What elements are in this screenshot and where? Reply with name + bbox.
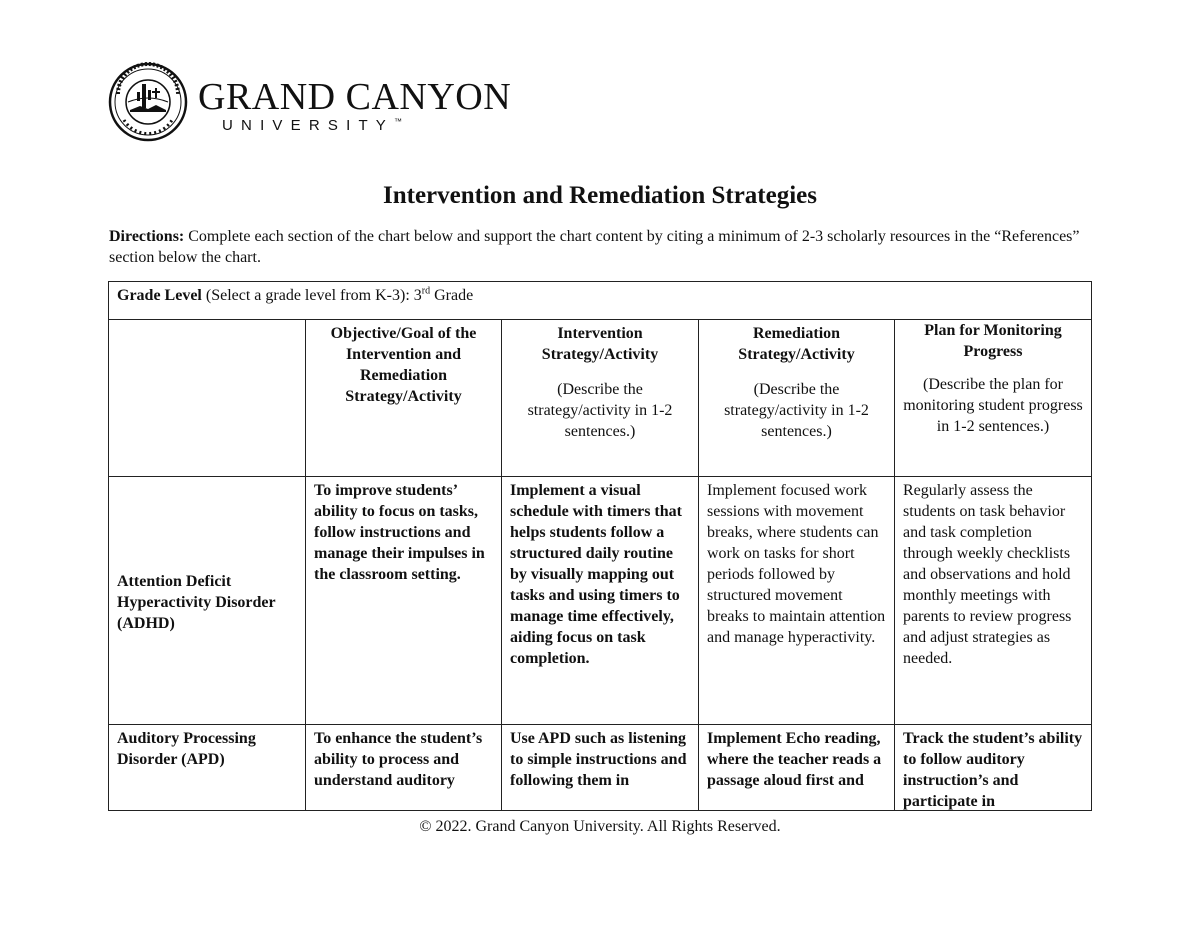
row-label-text: Auditory Processing Disorder (APD)	[117, 730, 256, 768]
directions-text: Complete each section of the chart below and support the chart content by citing a minimum of 2-3 scholarly resources in the “References” section below the chart.	[109, 228, 1080, 266]
table-header-row	[109, 320, 1092, 477]
column-title: Intervention Strategy/Activity	[541, 325, 659, 363]
directions-paragraph	[109, 226, 1094, 268]
monitoring-text: Track the student’s ability to follow auditory instruction’s and participate in	[903, 730, 1083, 810]
copyright-footer: © 2022. Grand Canyon University. All Rights Reserved.	[419, 818, 781, 835]
trademark-symbol: ™	[394, 117, 403, 126]
column-description: (Describe the strategy/activity in 1-2 sentences.)	[527, 381, 673, 440]
monitoring-cell[interactable]: Regularly assess the students on task behavior and task completion through weekly checklists and observations and hold monthly meetings with parents to review progress and adjust strategies as needed.	[895, 477, 1092, 725]
logo-line1: GRAND CANYON	[198, 76, 512, 118]
intervention-cell[interactable]	[502, 725, 699, 811]
grade-level-value-suffix: rd	[421, 285, 431, 297]
remediation-cell[interactable]: Implement focused work sessions with movement breaks, where students can work on tasks for short periods followed by structured movement breaks to maintain attention and manage hyperactivity.	[699, 477, 895, 725]
column-title: Plan for Monitoring Progress	[924, 322, 1062, 360]
directions-label: Directions:	[109, 228, 185, 245]
grade-level-value-number: 3	[413, 287, 422, 304]
row-label-cell: Attention Deficit Hyperactivity Disorder (ADHD)	[109, 477, 306, 725]
column-description: (Describe the strategy/activity in 1-2 sentences.)	[724, 381, 869, 440]
grade-level-instruction: (Select a grade level from K-3):	[201, 287, 414, 304]
header-cell-intervention	[502, 320, 699, 477]
header-cell-empty	[109, 320, 306, 477]
remediation-text: Implement Echo reading, where the teacher reads a passage aloud first and	[707, 730, 882, 789]
column-description: (Describe the plan for monitoring student progress in 1-2 sentences.)	[903, 376, 1083, 435]
objective-cell[interactable]	[306, 725, 502, 811]
row-label-cell	[109, 725, 306, 811]
header-cell-remediation	[699, 320, 895, 477]
monitoring-cell[interactable]	[895, 725, 1092, 811]
grade-level-value-word: Grade	[430, 287, 474, 304]
column-title: Remediation Strategy/Activity	[738, 325, 855, 363]
university-seal-icon	[108, 62, 192, 142]
grade-level-row	[109, 282, 1092, 320]
strategies-table	[108, 281, 1092, 811]
gcu-logo	[108, 62, 512, 142]
page-title: Intervention and Remediation Strategies	[383, 182, 817, 209]
grade-level-label: Grade Level	[117, 287, 202, 304]
grade-level-cell[interactable]	[109, 282, 1092, 320]
logo-line2: UNIVERSITY	[222, 117, 395, 134]
logo-wordmark	[198, 78, 511, 134]
table-row-adhd	[109, 477, 1092, 725]
remediation-cell[interactable]	[699, 725, 895, 811]
table-row-apd	[109, 725, 1092, 811]
header-cell-monitoring	[895, 320, 1092, 477]
objective-cell[interactable]: To improve students’ ability to focus on tasks, follow instructions and manage their impulses in the classroom setting.	[306, 477, 502, 725]
header-cell-objective	[306, 320, 502, 477]
column-title: Objective/Goal of the Intervention and Remediation Strategy/Activity	[330, 325, 477, 405]
objective-text: To enhance the student’s ability to process and understand auditory	[314, 730, 483, 789]
intervention-cell[interactable]: Implement a visual schedule with timers that helps students follow a structured daily routine by visually mapping out tasks and using timers to manage time effectively, aiding focus on task completion.	[502, 477, 699, 725]
intervention-text: Use APD such as listening to simple instructions and following them in	[510, 730, 687, 789]
